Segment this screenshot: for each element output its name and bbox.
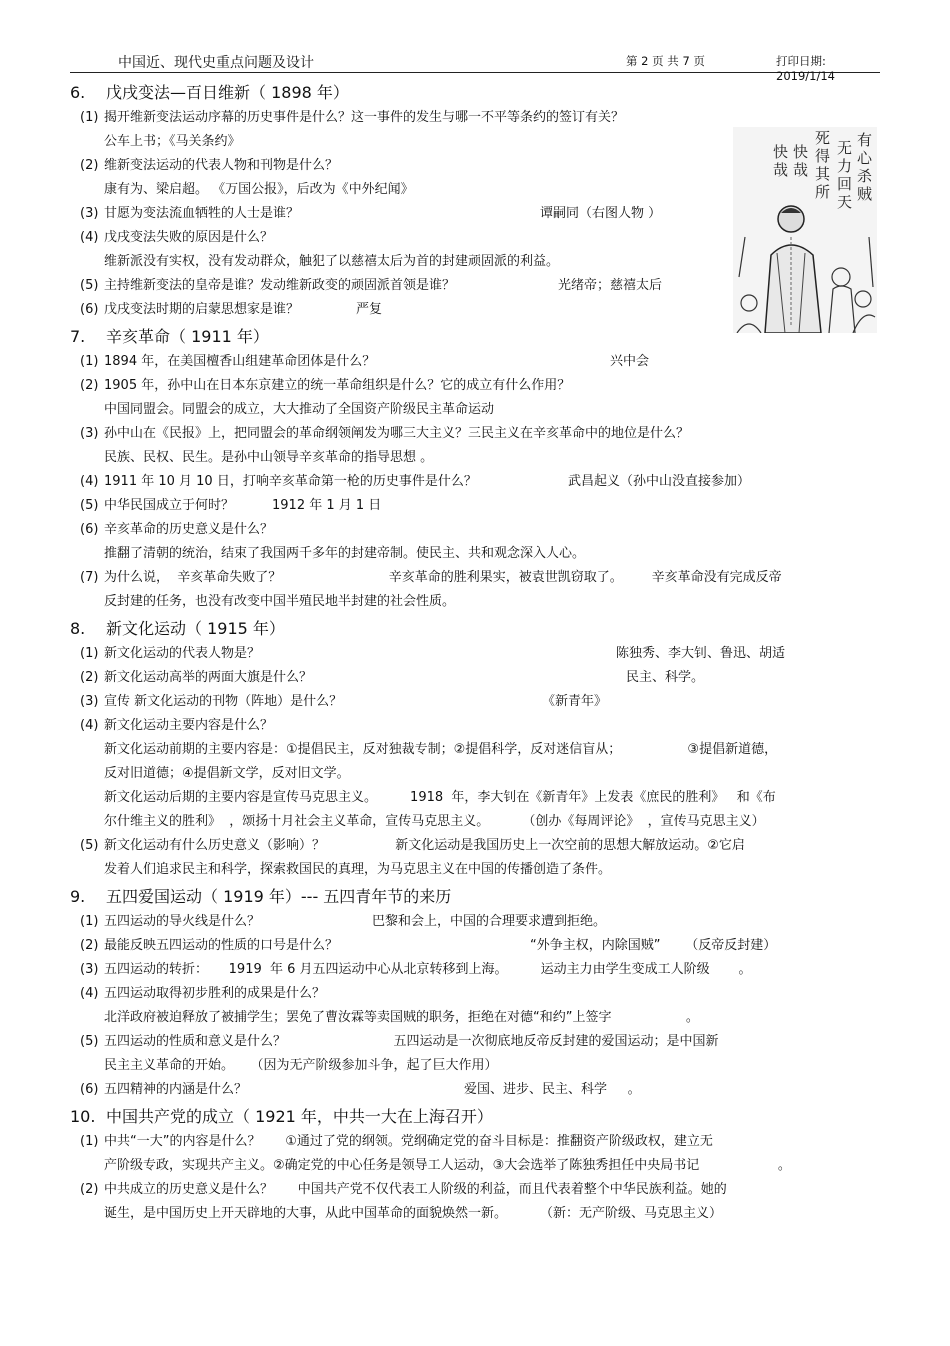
question-8-1: (1) 新文化运动的代表人物是？ 陈独秀、李大钊、鲁迅、胡适	[70, 642, 880, 666]
answer-line: 新文化运动后期的主要内容是宣传马克思主义。 1918 年，李大钊在《新青年》上发表《庶民的胜利》 和《布	[104, 790, 776, 805]
question-9-2: (2) 最能反映五四运动的性质的口号是什么？ “外争主权，内除国贼” （反帝反封建）	[70, 934, 880, 958]
svg-text:无: 无	[837, 139, 853, 157]
question-7-1: (1) 1894 年，在美国檀香山组建革命团体是什么？ 兴中会	[70, 350, 880, 374]
question-7-3: (3) 孙中山在《民报》上，把同盟会的革命纲领阐发为哪三大主义？三民主义在辛亥革命中的地位是什么？ 民族、民权、民生。是孙中山领导辛亥革命的指导思想 。	[70, 422, 880, 470]
document-title: 中国近、现代史重点问题及设计	[118, 55, 314, 71]
answer: 民族、民权、民生。是孙中山领导辛亥革命的指导思想 。	[104, 450, 434, 465]
question-7-6: (6) 辛亥革命的历史意义是什么？ 推翻了清朝的统治，结束了我国两千多年的封建帝制。使民主、共和观念深入人心。	[70, 518, 880, 566]
svg-text:哉: 哉	[793, 161, 809, 179]
section-8	[70, 616, 880, 882]
section-9	[70, 884, 880, 1102]
answer: 民主主义革命的开始。 （因为无产阶级参加斗争，起了巨大作用）	[104, 1058, 498, 1073]
question-9-4: (4) 五四运动取得初步胜利的成果是什么？ 北洋政府被迫释放了被捕学生；罢免了曹汝霖等卖国贼的职务，拒绝在对德“和约”上签字 。	[70, 982, 880, 1030]
question-7-7: (7) 为什么说， 辛亥革命失败了？ 辛亥革命的胜利果实，被袁世凯窃取了。 辛亥革命没有完成反帝 反封建的任务，也没有改变中国半殖民地半封建的社会性质。	[70, 566, 880, 614]
svg-text:快: 快	[773, 143, 789, 161]
section-10	[70, 1104, 880, 1226]
answer: 严复	[356, 302, 383, 317]
section-title: 10. 中国共产党的成立（ 1921 年，中共一大在上海召开）	[70, 1107, 493, 1126]
answer: 中国同盟会。同盟会的成立，大大推动了全国资产阶级民主革命运动	[104, 402, 495, 417]
svg-text:所: 所	[815, 183, 831, 201]
answer: 诞生，是中国历史上开天辟地的大事，从此中国革命的面貌焕然一新。 （新：无产阶级、马克思主义）	[104, 1206, 723, 1221]
answer: 民主、科学。	[626, 670, 705, 685]
question-6-1: (1) 揭开维新变法运动序幕的历史事件是什么？这一事件的发生与哪一不平等条约的签订有关？ 公车上书；《马关条约》	[70, 106, 880, 154]
answer: 推翻了清朝的统治，结束了我国两千多年的封建帝制。使民主、共和观念深入人心。	[104, 546, 586, 561]
answer: 公车上书；《马关条约》	[104, 134, 241, 149]
question-8-3: (3) 宣传 新文化运动的刊物（阵地）是什么？ 《新青年》	[70, 690, 880, 714]
answer: 北洋政府被迫释放了被捕学生；罢免了曹汝霖等卖国贼的职务，拒绝在对德“和约”上签字 。	[104, 1010, 699, 1025]
answer: 爱国、进步、民主、科学 。	[464, 1082, 641, 1097]
question-6-6: (6) 戊戌变法时期的启蒙思想家是谁？ 严复	[70, 298, 880, 322]
answer: 巴黎和会上，中国的合理要求遭到拒绝。	[372, 914, 607, 929]
print-date: 打印日期: 2019/1/14	[776, 54, 835, 83]
answer-line: 新文化运动前期的主要内容是：①提倡民主，反对独裁专制；②提倡科学，反对迷信盲从； ③提倡新道德，	[104, 742, 778, 757]
answer-line: 尔什维主义的胜利》 ，颂扬十月社会主义革命，宣传马克思主义。 （创办《每周评论》 ，宣传马克思主义）	[104, 814, 765, 829]
svg-text:回: 回	[837, 175, 853, 193]
answer: 兴中会	[610, 354, 650, 369]
question-9-3: (3) 五四运动的转折： 1919 年 6 月五四运动中心从北京转移到上海。 运动主力由学生变成工人阶级 。	[80, 962, 752, 977]
svg-text:力: 力	[837, 157, 853, 175]
answer: 康有为、梁启超。 《万国公报》，后改为《中外纪闻》	[104, 182, 414, 197]
question-7-5: (5) 中华民国成立于何时？ 1912 年 1 月 1 日	[70, 494, 880, 518]
question-8-5: (5) 新文化运动有什么历史意义（影响）？ 新文化运动是我国历史上一次空前的思想大解放运动。②它启 发着人们追求民主和科学，探索救国民的真理，为马克思主义在中国的传播创造了条件。	[70, 834, 880, 882]
answer: 1912 年 1 月 1 日	[272, 498, 382, 513]
svg-text:杀: 杀	[857, 167, 873, 185]
question-7-2: (2) 1905 年，孙中山在日本东京建立的统一革命组织是什么？它的成立有什么作用？ 中国同盟会。同盟会的成立，大大推动了全国资产阶级民主革命运动	[70, 374, 880, 422]
section-title: 7. 辛亥革命（ 1911 年）	[70, 327, 269, 346]
section-title: 6. 戊戌变法—百日维新（ 1898 年）	[70, 83, 349, 102]
question-6-2: (2) 维新变法运动的代表人物和刊物是什么？ 康有为、梁启超。 《万国公报》，后改为《中外纪闻》	[70, 154, 880, 202]
question-9-5: (5) 五四运动的性质和意义是什么？ 五四运动是一次彻底地反帝反封建的爱国运动；是中国新 民主主义革命的开始。 （因为无产阶级参加斗争，起了巨大作用）	[70, 1030, 880, 1078]
page-number: 第 2 页 共 7 页	[626, 54, 705, 68]
question-9-1: (1) 五四运动的导火线是什么？ 巴黎和会上，中国的合理要求遭到拒绝。	[70, 910, 880, 934]
section-6	[70, 80, 880, 322]
question-6-5: (5) 主持维新变法的皇帝是谁？发动维新政变的顽固派首领是谁？ 光绪帝；慈禧太后	[70, 274, 880, 298]
answer: “外争主权，内除国贼” （反帝反封建）	[530, 938, 777, 953]
svg-text:贼: 贼	[857, 185, 873, 203]
answer-line: 反对旧道德；④提倡新文学，反对旧文学。	[104, 766, 350, 781]
question-8-4: (4) 新文化运动主要内容是什么？ 新文化运动前期的主要内容是：①提倡民主，反对独裁专制；②提倡科学，反对迷信盲从； ③提倡新道德， 反对旧道德；④提倡新文学，反对旧文学。 新文化运动后期的主要内容是宣传马克思主义。 1918 年，李大钊在《新青年》上发表《庶民的胜利》 和《布 尔什维主义的胜利》 ，颂扬十月社会主义革命，宣传马克思主义。 （创办《每周评论》 ，宣传马克思主义）	[70, 714, 880, 834]
calligraphy-col-1: 有	[857, 131, 873, 149]
question-10-2: (2) 中共成立的历史意义是什么？ 中国共产党不仅代表工人阶级的利益，而且代表着整个中华民族利益。她的 诞生，是中国历史上开天辟地的大事，从此中国革命的面貌焕然一新。 （新：无产阶级、马克思主义）	[70, 1178, 880, 1226]
svg-text:得: 得	[815, 147, 831, 165]
answer: 光绪帝；慈禧太后	[558, 278, 663, 293]
svg-text:快: 快	[793, 143, 809, 161]
answer: 维新派没有实权，没有发动群众，触犯了以慈禧太后为首的封建顽固派的利益。	[104, 254, 560, 269]
question-10-1: (1) 中共“一大”的内容是什么？ ①通过了党的纲领。党纲确定党的奋斗目标是：推翻资产阶级政权，建立无 产阶级专政，实现共产主义。②确定党的中心任务是领导工人运动，③大会选举了陈独秀担任中央局书记 。	[70, 1130, 880, 1178]
main-content	[70, 78, 880, 1226]
svg-text:死: 死	[815, 129, 831, 147]
svg-text:天: 天	[837, 193, 853, 211]
page-header	[70, 48, 880, 83]
svg-text:其: 其	[815, 165, 831, 183]
section-7	[70, 324, 880, 614]
answer: 谭嗣同（右图人物 ）	[540, 206, 662, 221]
answer: 产阶级专政，实现共产主义。②确定党的中心任务是领导工人运动，③大会选举了陈独秀担任中央局书记 。	[104, 1158, 791, 1173]
question-8-2: (2) 新文化运动高举的两面大旗是什么？ 民主、科学。	[70, 666, 880, 690]
question-7-4: (4) 1911 年 10 月 10 日，打响辛亥革命第一枪的历史事件是什么？ 武昌起义（孙中山没直接参加）	[70, 470, 880, 494]
svg-text:心: 心	[857, 149, 873, 167]
answer: 陈独秀、李大钊、鲁迅、胡适	[616, 646, 786, 661]
section-title: 8. 新文化运动（ 1915 年）	[70, 619, 285, 638]
answer: 反封建的任务，也没有改变中国半殖民地半封建的社会性质。	[104, 594, 456, 609]
question-9-6: (6) 五四精神的内涵是什么？ 爱国、进步、民主、科学 。	[70, 1078, 880, 1102]
svg-text:哉: 哉	[773, 161, 789, 179]
answer: 武昌起义（孙中山没直接参加）	[568, 474, 751, 489]
answer: 发着人们追求民主和科学，探索救国民的真理，为马克思主义在中国的传播创造了条件。	[104, 862, 612, 877]
section-title: 9. 五四爱国运动（ 1919 年）--- 五四青年节的来历	[70, 887, 452, 906]
answer: 《新青年》	[542, 694, 608, 709]
question-6-3: (3) 甘愿为变法流血牺牲的人士是谁？ 谭嗣同（右图人物 ）	[70, 202, 880, 226]
question-6-4: (4) 戊戌变法失败的原因是什么？ 维新派没有实权，没有发动群众，触犯了以慈禧太后为首的封建顽固派的利益。	[70, 226, 880, 274]
